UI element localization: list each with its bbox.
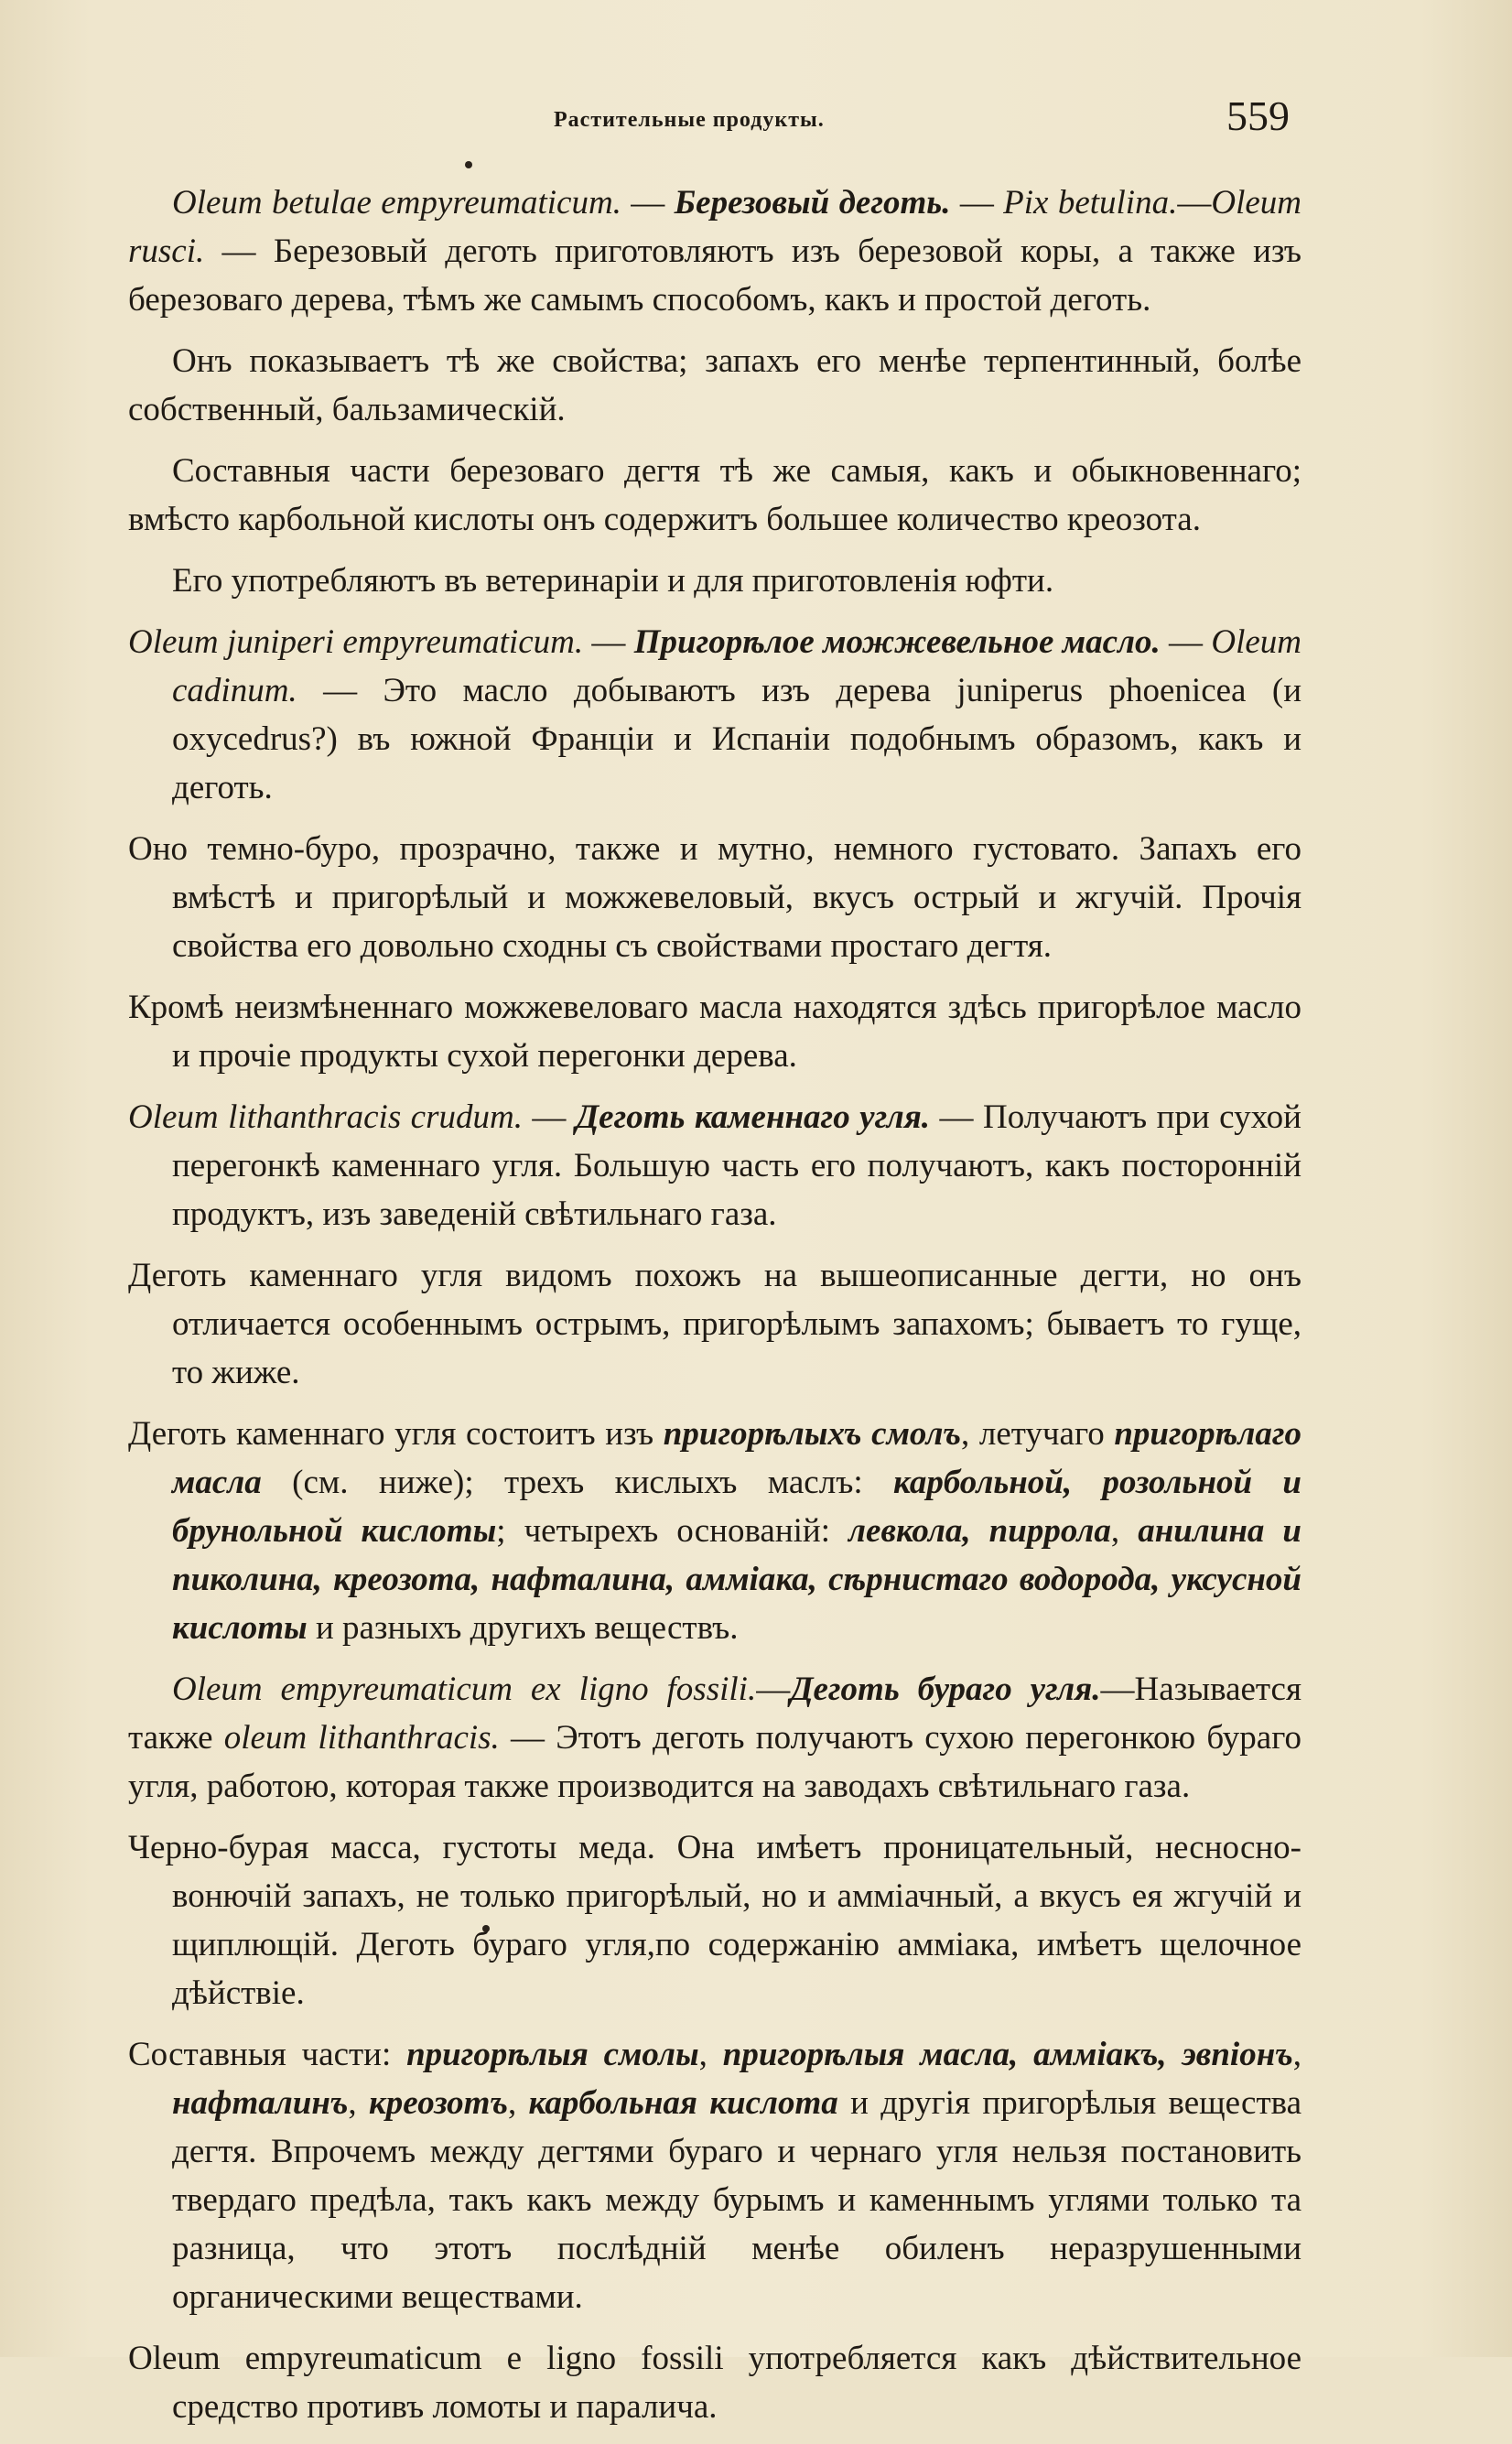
running-title: Растительные продукты. — [554, 108, 825, 132]
text-run: ; четырехъ основаній: — [496, 1512, 849, 1550]
latin-term: Oleum betulae empyreumaticum. — [172, 184, 621, 222]
text-run: (см. ниже); трехъ кислыхъ маслъ: — [261, 1464, 893, 1501]
page-number: 559 — [1226, 92, 1290, 139]
paragraph — [128, 983, 1301, 1080]
text-run: и разныхъ другихъ веществъ. — [307, 1609, 739, 1647]
text-run: — Березовый деготь приготовляютъ изъ березовой коры, а также изъ березоваго дерева, тѣмъ же самымъ способомъ, какъ и простой деготь. — [128, 233, 1301, 319]
text-run: — — [1160, 623, 1212, 661]
text-run: —Называется также — [128, 1671, 1301, 1757]
text-run: — — [583, 623, 634, 661]
text-run: Деготь каменнаго угля видомъ похожъ на вышеописанные дегти, но онъ отличается особеннымъ острымъ, пригорѣлымъ запахомъ; бываетъ то гуще, то жиже. — [128, 1257, 1301, 1391]
text-run: — Этотъ деготь получаютъ сухою перегонкою бураго угля, работою, которая также производится на заводахъ свѣтильнаго газа. — [128, 1719, 1301, 1805]
paragraph — [128, 337, 1301, 434]
text-run: — — [522, 1098, 576, 1136]
paragraph — [128, 557, 1301, 605]
emphasized-term: левкола, пиррола — [848, 1512, 1111, 1550]
body-text — [128, 178, 1301, 2444]
text-run: — Это масло добываютъ изъ дерева juniperus phoenicea (и oxycedrus?) въ южной Франціи и Испаніи подобнымъ образомъ, какъ и деготь. — [172, 672, 1301, 806]
emphasized-term: Деготь каменнаго угля. — [575, 1098, 931, 1136]
latin-term: Oleum empyreumaticum ex ligno fossili. — [172, 1671, 757, 1708]
text-run: Кромѣ неизмѣненнаго можжевеловаго масла находятся здѣсь пригорѣлое масло и прочіе продукты сухой перегонки дерева. — [128, 989, 1301, 1075]
text-run: , — [1292, 2036, 1301, 2073]
text-run: — — [756, 1671, 791, 1708]
text-run: Деготь каменнаго угля состоитъ изъ — [128, 1415, 664, 1453]
paragraph — [128, 2030, 1301, 2321]
text-run: Oleum empyreumaticum e ligno fossili употребляется какъ дѣйствительное средство противъ ломоты и паралича. — [128, 2340, 1301, 2426]
emphasized-term: пригорѣлаго масла — [172, 1415, 1301, 1501]
latin-term: Oleum rusci. — [128, 184, 1301, 270]
latin-term: Oleum cadinum. — [172, 623, 1302, 709]
text-run: — — [1177, 184, 1212, 222]
paragraph — [128, 825, 1301, 970]
text-run: , — [698, 2036, 723, 2073]
text-run: — Получаютъ при сухой перегонкѣ каменнаго угля. Большую часть его получаютъ, какъ посторонній продуктъ, изъ заведеній свѣтильнаго газа. — [172, 1098, 1301, 1233]
text-run: Черно-бурая масса, густоты меда. Она имѣетъ проницательный, несносно-вонючій запахъ, не только пригорѣлый, но и аммiачный, а вкусъ ея жгучій и щиплющій. Деготь бураго угля,по содержанію аммiака, имѣетъ щелочное дѣйствіе. — [128, 1829, 1301, 2012]
text-run: , — [507, 2084, 529, 2122]
emphasized-term: Пригорѣлое можжевельное масло. — [633, 623, 1161, 661]
text-run: и другія пригорѣлыя вещества дегтя. Впрочемъ между дегтями бураго и чернаго угля нельзя постановить твердаго предѣла, такъ какъ между бурымъ и каменнымъ углями только та разница, что этотъ послѣдній менѣе обиленъ неразрушенными органическими веществами. — [172, 2084, 1302, 2316]
emphasized-term: пригорѣлыя масла, аммiакъ, эвпіонъ — [722, 2036, 1293, 2073]
ink-speck — [465, 161, 472, 168]
emphasized-term: Деготь бураго угля. — [790, 1671, 1101, 1708]
text-run: — — [621, 184, 675, 222]
emphasized-term: карбольной, розольной и брунольной кислоты — [172, 1464, 1302, 1550]
emphasized-term: пригорѣлыя смолы — [406, 2036, 699, 2073]
text-run: Его употребляютъ въ ветеринаріи и для приготовленія юфти. — [172, 562, 1054, 600]
text-run: — — [950, 184, 1004, 222]
paragraph — [128, 178, 1301, 324]
paragraph — [128, 1410, 1301, 1652]
text-run: , — [348, 2084, 370, 2122]
emphasized-term: анилина и пиколина, креозота, нафталина, аммiака, сѣрнистаго водорода, уксусной кислоты — [172, 1512, 1302, 1647]
paragraph — [128, 1665, 1301, 1811]
latin-term: Oleum juniperi empyreumaticum. — [128, 623, 584, 661]
latin-term: oleum lithanthracis. — [223, 1719, 500, 1757]
paragraph — [128, 1251, 1301, 1397]
emphasized-term: Березовый деготь. — [674, 184, 951, 222]
emphasized-term: нафталинъ — [172, 2084, 349, 2122]
paragraph — [128, 618, 1301, 812]
text-run: Составныя части: — [128, 2036, 407, 2073]
latin-term: Oleum lithanthracis crudum. — [128, 1098, 523, 1136]
emphasized-term: карбольная кислота — [528, 2084, 838, 2122]
text-run: Оно темно-буро, прозрачно, также и мутно, немного густовато. Запахъ его вмѣстѣ и пригорѣлый и можжевеловый, вкусъ острый и жгучій. Прочія свойства его довольно сходны съ свойствами простаго дегтя. — [128, 830, 1301, 965]
text-run: Составныя части березоваго дегтя тѣ же самыя, какъ и обыкновеннаго; вмѣсто карбольной кислоты онъ содержитъ большее количество креозота. — [128, 452, 1301, 538]
text-run: , — [1110, 1512, 1139, 1550]
paragraph — [128, 1093, 1301, 1238]
text-run: , летучаго — [960, 1415, 1115, 1453]
paragraph — [128, 2334, 1301, 2431]
text-run: Онъ показываетъ тѣ же свойства; запахъ его менѣе терпентинный, болѣе собственный, бальзамическій. — [128, 342, 1301, 428]
paragraph — [128, 447, 1301, 544]
emphasized-term: пригорѣлыхъ смолъ — [663, 1415, 961, 1453]
emphasized-term: креозотъ — [369, 2084, 508, 2122]
latin-term: Pix betulina. — [1003, 184, 1178, 222]
paragraph — [128, 1823, 1301, 2017]
